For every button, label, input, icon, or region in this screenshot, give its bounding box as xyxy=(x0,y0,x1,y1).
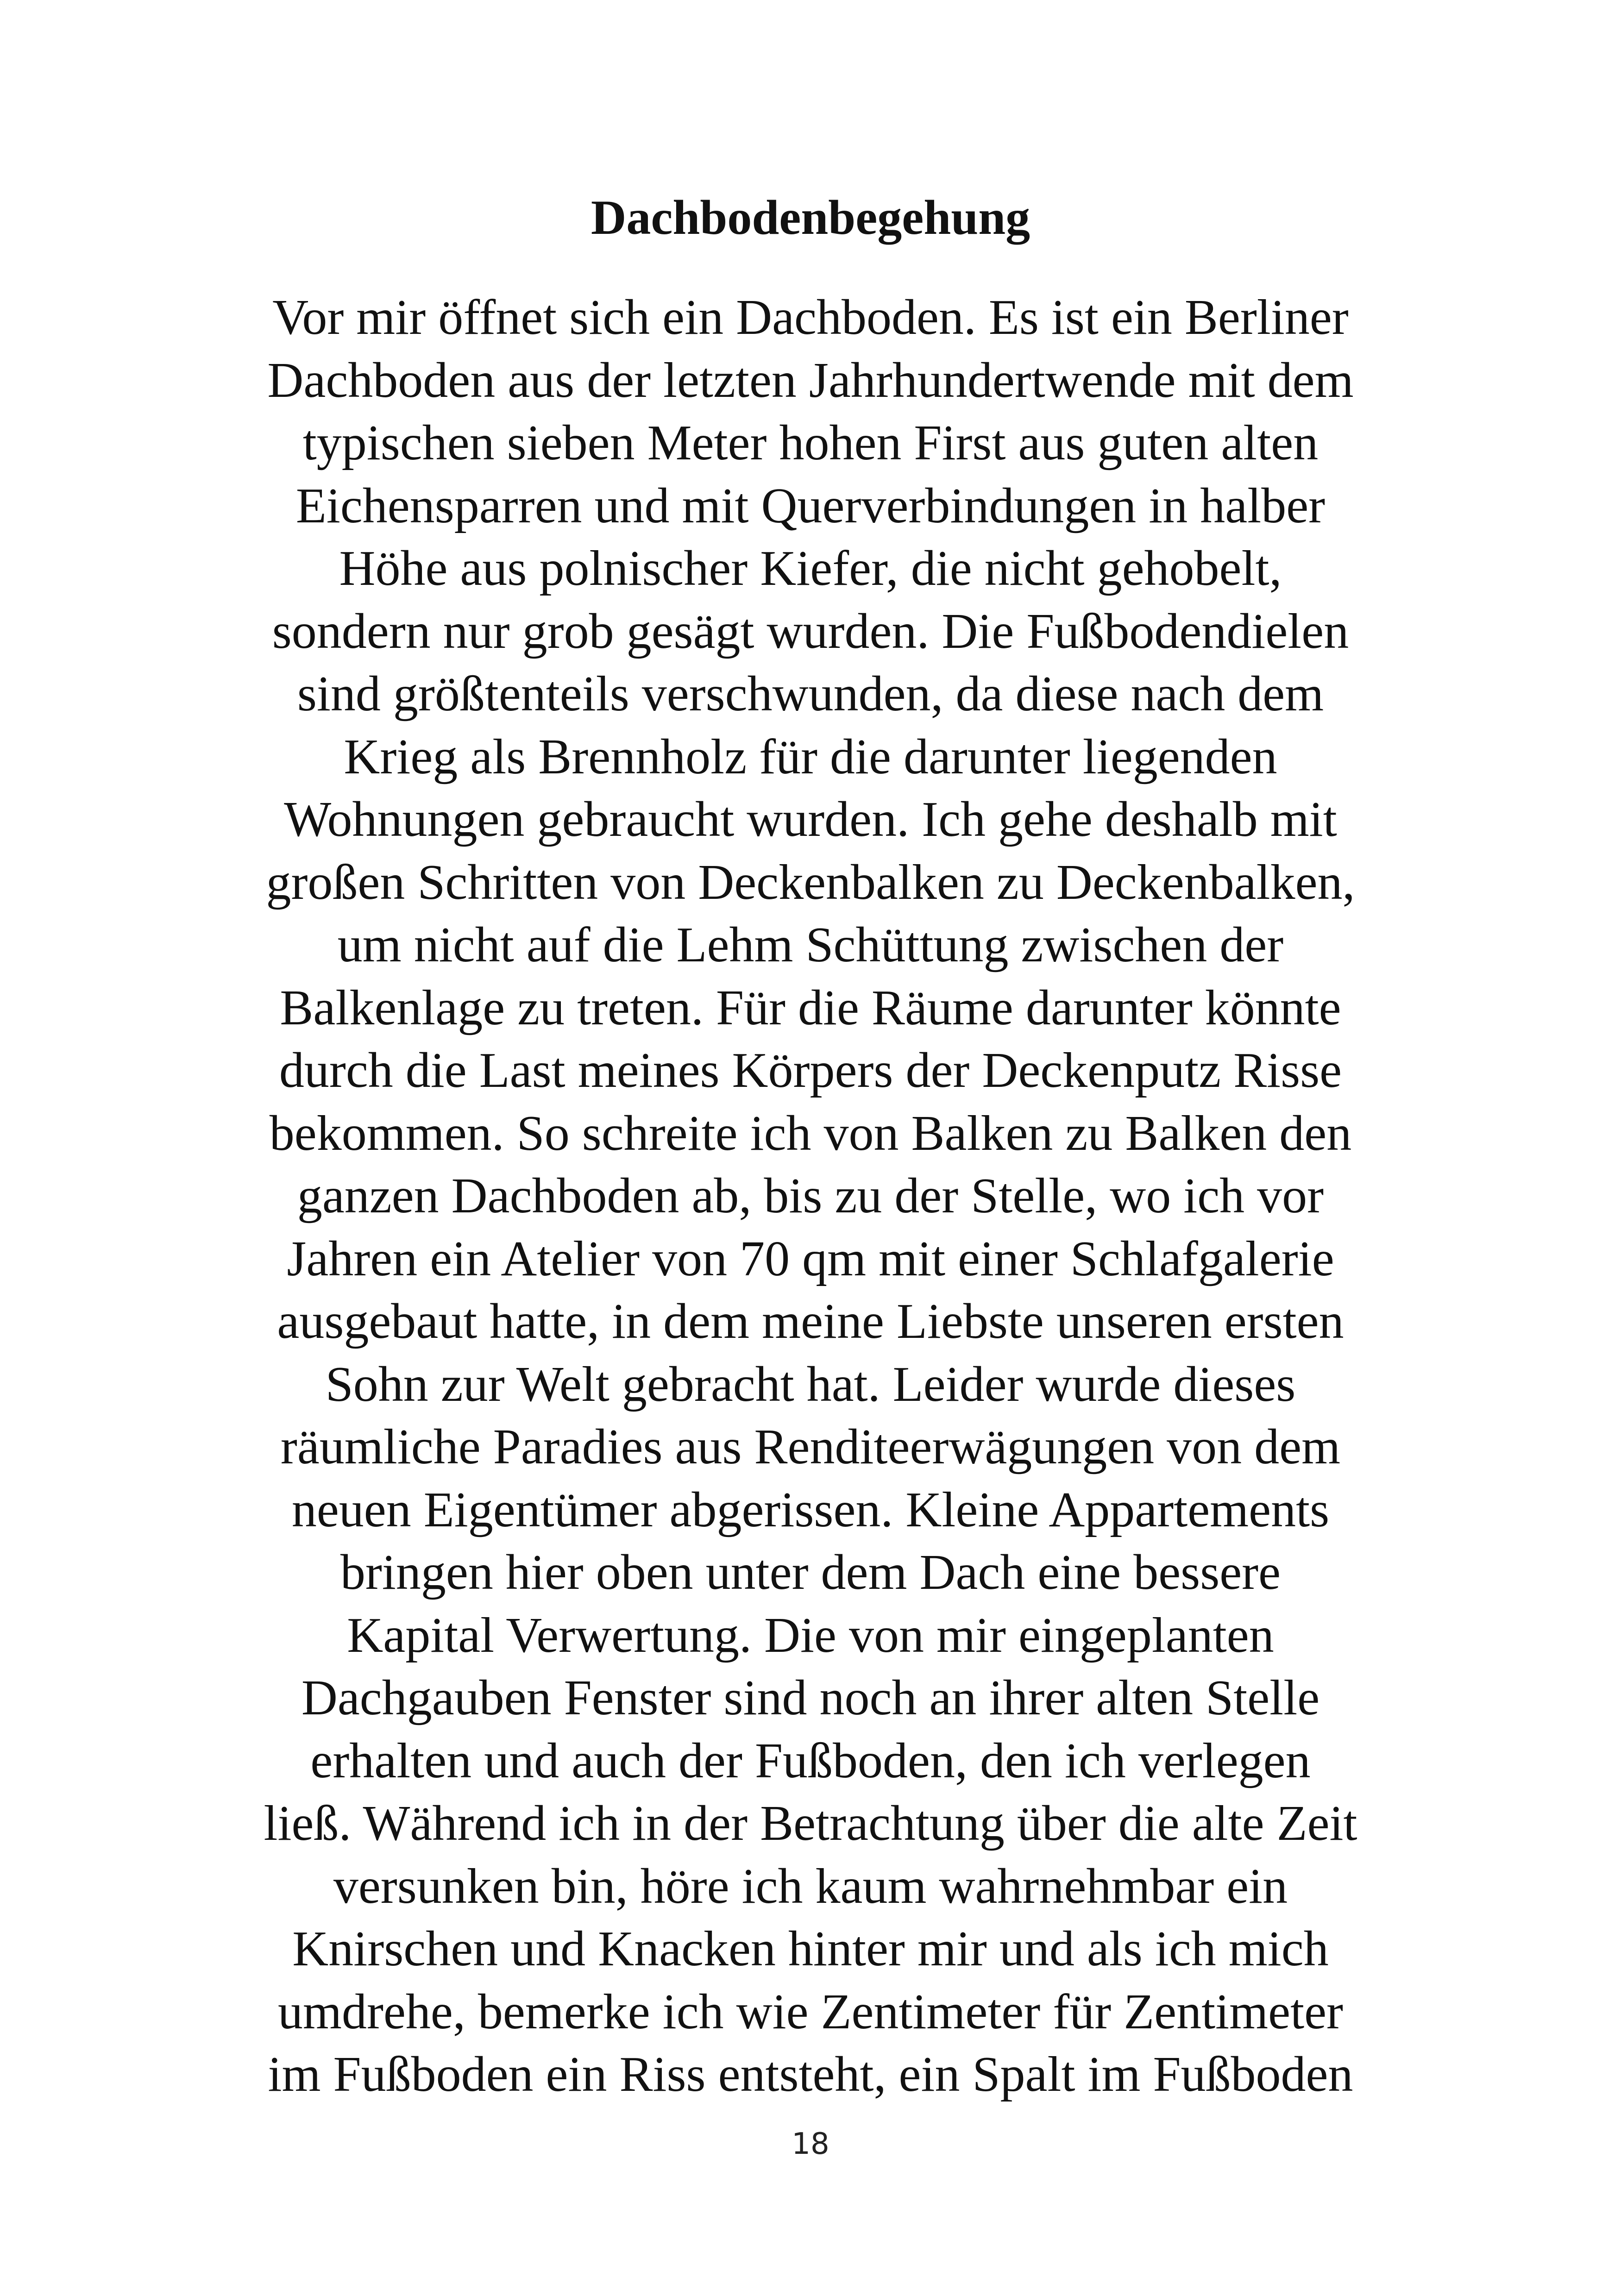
text-line: Krieg als Brennholz für die darunter liegenden xyxy=(344,729,1277,784)
text-line: durch die Last meines Körpers der Deckenputz Risse xyxy=(279,1043,1342,1098)
text-line: Sohn zur Welt gebracht hat. Leider wurde dieses xyxy=(325,1356,1296,1412)
text-line: typischen sieben Meter hohen First aus guten alten xyxy=(302,415,1319,470)
text-line: Knirschen und Knacken hinter mir und als ich mich xyxy=(292,1921,1329,1976)
text-line: Kapital Verwertung. Die von mir eingeplanten xyxy=(347,1607,1274,1663)
text-line: Wohnungen gebraucht wurden. Ich gehe deshalb mit xyxy=(284,792,1337,847)
text-line: Jahren ein Atelier von 70 qm mit einer Schlafgalerie xyxy=(287,1231,1334,1286)
text-line: sind größtenteils verschwunden, da diese nach dem xyxy=(297,666,1324,721)
text-line: Vor mir öffnet sich ein Dachboden. Es ist ein Berliner xyxy=(272,290,1349,345)
body-paragraph xyxy=(199,286,1422,2106)
text-line: umdrehe, bemerke ich wie Zentimeter für Zentimeter xyxy=(278,1984,1343,2039)
text-line: Eichensparren und mit Querverbindungen in halber xyxy=(295,478,1326,533)
page-number: 18 xyxy=(792,2127,829,2161)
text-line: um nicht auf die Lehm Schüttung zwischen der xyxy=(337,917,1284,972)
text-line: bringen hier oben unter dem Dach eine bessere xyxy=(340,1545,1281,1600)
text-line: Höhe aus polnischer Kiefer, die nicht gehobelt, xyxy=(339,541,1282,596)
chapter-title: Dachbodenbegehung xyxy=(591,190,1030,245)
text-line: Dachboden aus der letzten Jahrhundertwende mit dem xyxy=(267,352,1354,408)
text-line: ausgebaut hatte, in dem meine Liebste unseren ersten xyxy=(277,1294,1344,1349)
text-line: neuen Eigentümer abgerissen. Kleine Appartements xyxy=(291,1482,1330,1537)
text-line: Balkenlage zu treten. Für die Räume darunter könnte xyxy=(280,980,1341,1035)
text-line: versunken bin, höre ich kaum wahrnehmbar ein xyxy=(333,1858,1288,1914)
text-line: räumliche Paradies aus Renditeerwägungen von dem xyxy=(280,1419,1341,1474)
text-line: im Fußboden ein Riss entsteht, ein Spalt im Fußboden xyxy=(268,2047,1353,2102)
text-line: großen Schritten von Deckenbalken zu Deckenbalken, xyxy=(266,854,1355,910)
text-line: Dachgauben Fenster sind noch an ihrer alten Stelle xyxy=(301,1670,1320,1725)
text-line: sondern nur grob gesägt wurden. Die Fußbodendielen xyxy=(272,603,1349,659)
text-line: ließ. Während ich in der Betrachtung über die alte Zeit xyxy=(264,1796,1357,1851)
text-line: ganzen Dachboden ab, bis zu der Stelle, wo ich vor xyxy=(297,1168,1324,1223)
text-line: bekommen. So schreite ich von Balken zu Balken den xyxy=(269,1105,1352,1161)
text-line: erhalten und auch der Fußboden, den ich verlegen xyxy=(310,1733,1311,1788)
